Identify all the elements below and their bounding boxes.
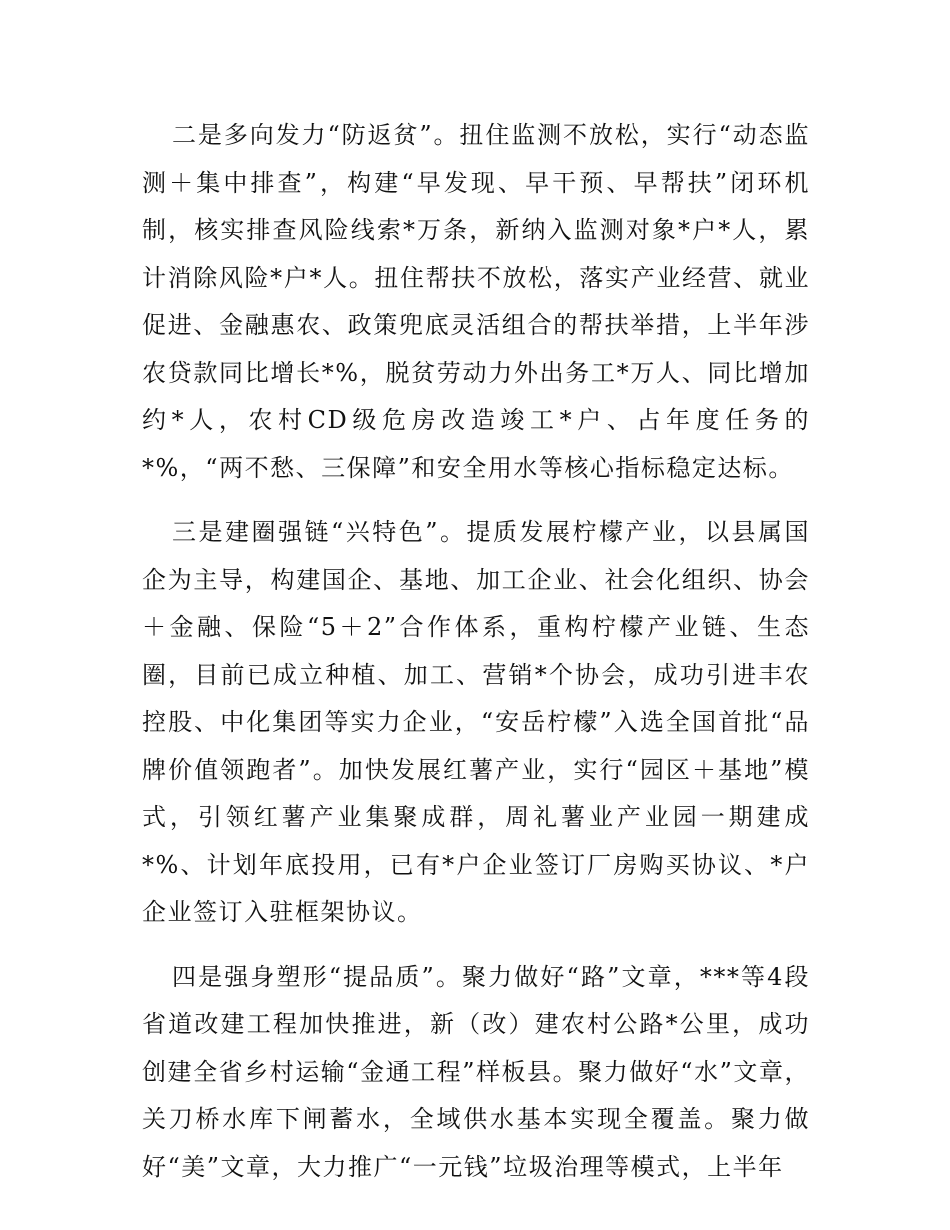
document-body (142, 112, 810, 1208)
paragraph-quality-improvement: 四是强身塑形“提品质”。聚力做好“路”文章，***等4段省道改建工程加快推进，新（改）建农村公路*公里，成功创建全省乡村运输“金通工程”样板县。聚力做好“水”文章，关刀桥水库下闸蓄水，全域供水基本实现全覆盖。聚力做好“美”文章，大力推广“一元钱”垃圾治理等模式，上半年 (142, 962, 810, 1181)
paragraph-anti-poverty-return: 二是多向发力“防返贫”。扭住监测不放松，实行“动态监测＋集中排查”，构建“早发现、早干预、早帮扶”闭环机制，核实排查风险线索*万条，新纳入监测对象*户*人，累计消除风险*户*人。扭住帮扶不放松，落实产业经营、就业促进、金融惠农、政策兜底灵活组合的帮扶举措，上半年涉农贷款同比增长*%，脱贫劳动力外出务工*万人、同比增加约*人，农村CD级危房改造竣工*户、占年度任务的*%，“两不愁、三保障”和安全用水等核心指标稳定达标。 (142, 121, 810, 482)
paragraph-featured-industry: 三是建圈强链“兴特色”。提质发展柠檬产业，以县属国企为主导，构建国企、基地、加工企业、社会化组织、协会＋金融、保险“5＋2”合作体系，重构柠檬产业链、生态圈，目前已成立种植、加工、营销*个协会，成功引进丰农控股、中化集团等实力企业，“安岳柠檬”入选全国首批“品牌价值领跑者”。加快发展红薯产业，实行“园区＋基地”模式，引领红薯产业集聚成群，周礼薯业产业园一期建成*%、计划年底投用，已有*户企业签订厂房购买协议、*户企业签订入驻框架协议。 (142, 518, 810, 926)
